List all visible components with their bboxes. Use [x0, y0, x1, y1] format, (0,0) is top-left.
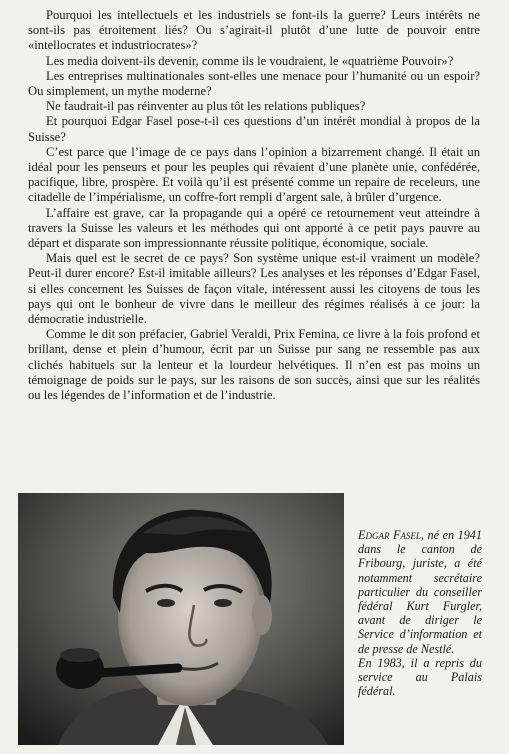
author-name: Edgar Fasel, [358, 528, 424, 542]
blurb-paragraph: L’affaire est grave, car la propagande qui a opéré ce retournement veut atteindre à travers la Suisse les valeurs et les méthodes qui ont apporté à ce petit pays pauvre au départ et disparate son impressionnante réussite politique, économique, sociale. [28, 205, 480, 251]
author-photo [18, 493, 344, 745]
author-portrait-icon [18, 493, 344, 745]
blurb-paragraph: Les media doivent-ils devenir, comme ils le voudraient, le «quatrième Pouvoir»? [46, 53, 454, 68]
blurb-paragraph: Ne faudrait-il pas réinventer au plus tôt les relations publiques? [46, 99, 366, 114]
blurb-text [28, 8, 480, 403]
author-later-career: En 1983, il a repris du service au Palais fédéral. [358, 655, 482, 699]
blurb-paragraph: Et pourquoi Edgar Fasel pose-t-il ces questions d’un intérêt mondial à propos de la Suisse? [28, 114, 480, 144]
blurb-paragraph: C’est parce que l’image de ce pays dans l’opinion a bizarrement changé. Il était un idéal pour les penseurs et pour les peuples qui rêvaient d’une planète unie, confédérée, pacifique, libre, prospère. Et voilà qu’il est présenté comme un repaire de receleurs, une citadelle de l’impérialisme, un coffre-fort rempli d’argent sale, à brûler d’urgence. [28, 144, 480, 205]
author-bio [358, 528, 482, 656]
author-bio-text: né en 1941 dans le canton de Fribourg, juriste, a été notamment secrétaire particulier du conseiller fédéral Kurt Furgler, avant de diriger le Service d’information et de presse de Nestlé. [358, 528, 482, 656]
blurb-paragraph: Mais quel est le secret de ce pays? Son système unique est-il vraiment un modèle? Peut-il durer encore? Est-il imitable ailleurs? Les analyses et les réponses d’Edgar Fasel, si elles concernent les Suisses de façon vitale, intéressent aussi les citoyens de tous les pays qui ont le bonheur de vivre dans le meilleur des régimes réalisés à ce jour: la démocratie industrielle. [28, 251, 480, 327]
blurb-paragraph: Pourquoi les intellectuels et les industriels se font-ils la guerre? Leurs intérêts ne sont-ils pas étroitement liés? Ou s’agirait-il plutôt d’une lutte de pouvoir entre «intellocrates et industriocrates»? [28, 8, 480, 53]
blurb-paragraph: Comme le dit son préfacier, Gabriel Veraldi, Prix Femina, ce livre à la fois profond et brillant, dense et plein d’humour, écrit par un Suisse pur sang ne ressemble pas aux clichés habituels sur la lenteur et la lourdeur helvétiques. Il n’en est pas moins un témoignage de poids sur le pays, sur les raisons de son succès, ainsi que sur les réalités ou les légendes de l’information et de l’industrie. [28, 327, 480, 403]
blurb-paragraph: Les entreprises multinationales sont-elles une menace pour l’humanité ou un espoir? Ou simplement, un mythe moderne? [28, 68, 480, 99]
author-caption [358, 528, 482, 698]
